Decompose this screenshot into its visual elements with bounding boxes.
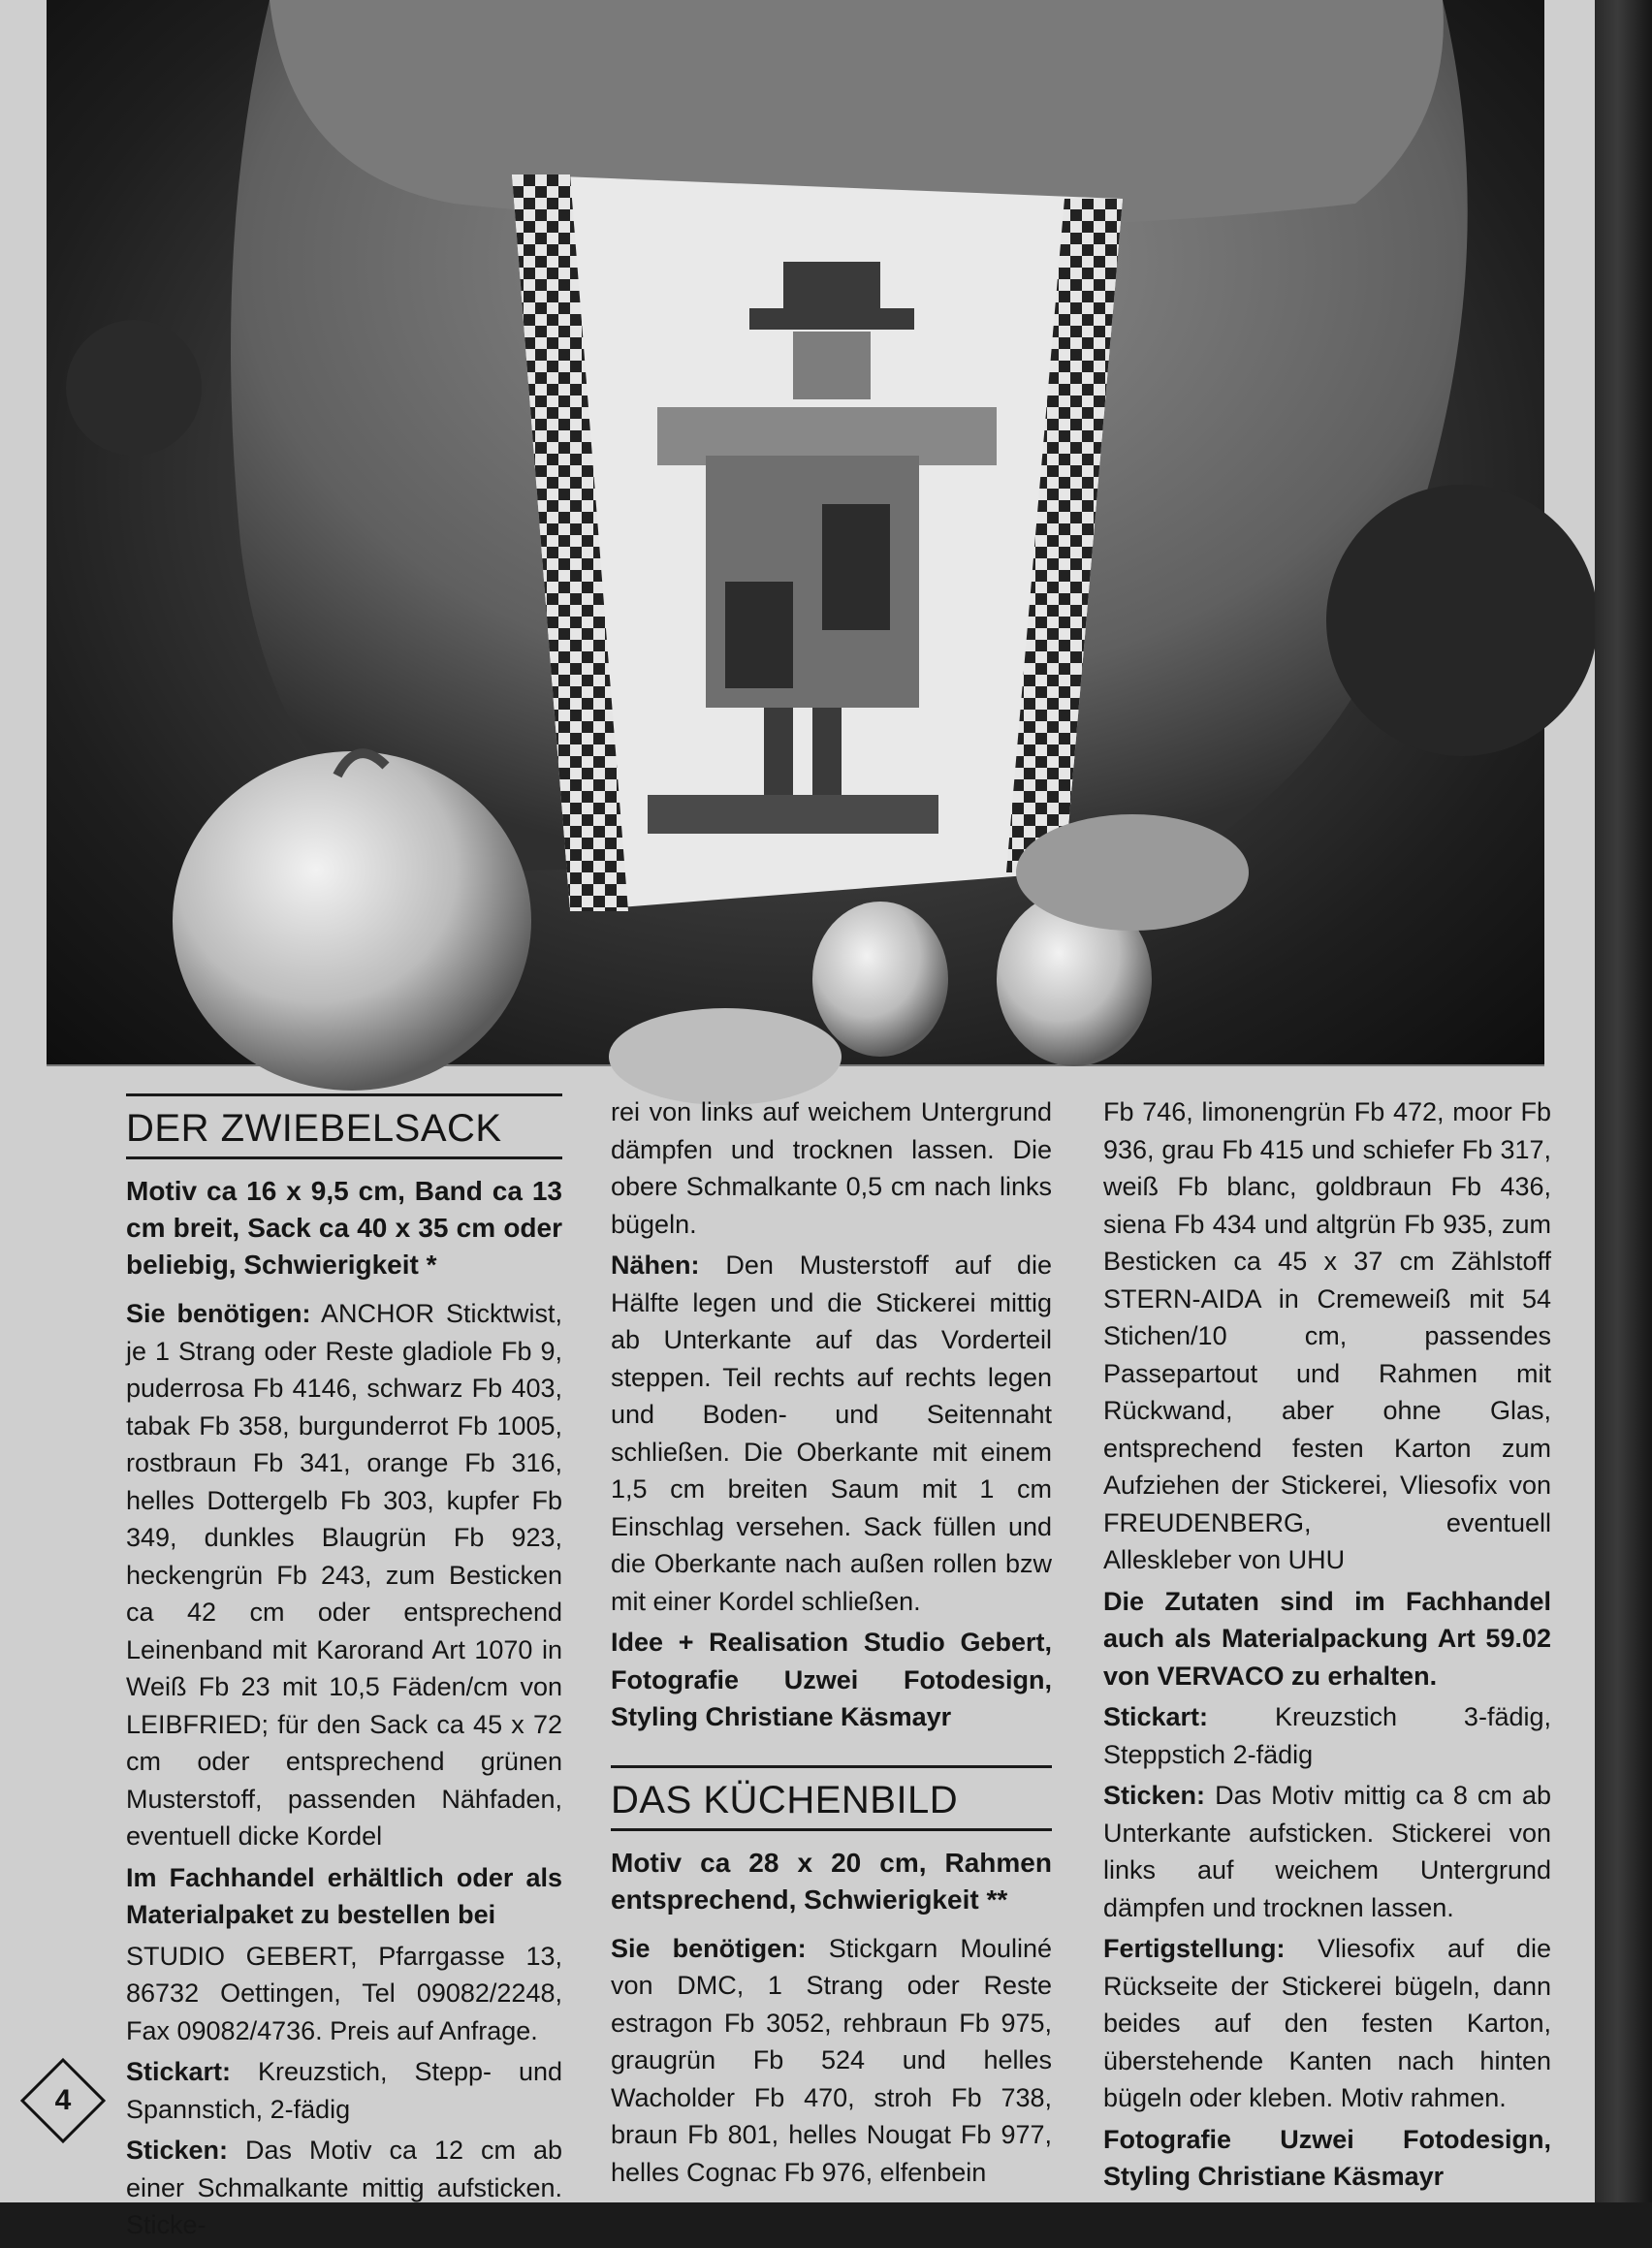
photo-illustration	[47, 0, 1544, 1064]
embroider-text: Das Motiv mittig ca 8 cm ab Unterkante aufsticken. Stickerei von links auf weichem Untergrund dämpfen und trocknen lassen.	[1103, 1781, 1551, 1922]
trade-note: Die Zutaten sind im Fachhandel auch als Materialpackung Art 59.02 von VERVACO zu erhalten.	[1103, 1586, 1551, 1691]
section-header-zwiebelsack	[126, 1093, 562, 1159]
finish-label: Fertigstellung:	[1103, 1934, 1286, 1963]
lead-text: Motiv ca 28 x 20 cm, Rahmen entsprechend, Schwierigkeit **	[611, 1847, 1052, 1915]
continued-text: Fb 746, limonengrün Fb 472, moor Fb 936, grau Fb 415 und schiefer Fb 317, weiß Fb blanc, goldbraun Fb 436, siena Fb 434 und altgrün Fb 935, zum Besticken ca 45 x 37 cm Zählstoff STERN-AIDA in Cremeweiß mit 54 Stichen/10 cm, passendes Passepartout und Rahmen mit Rückwand, aber ohne Glas, entsprechend festen Karton zum Aufziehen der Stickerei, Vliesofix von FREUDENBERG, eventuell Alleskleber von UHU	[1103, 1097, 1551, 1574]
stitch-paragraph	[126, 2053, 562, 2128]
sew-text: Den Musterstoff auf die Hälfte legen und die Stickerei mittig ab Unterkante auf das Vorderteil steppen. Teil rechts auf rechts legen und Boden- und Seitennaht schließen. Die Oberkante mit einem 1,5 cm breiten Saum mit 1 cm Einschlag versehen. Sack füllen und die Oberkante nach außen rollen bzw mit einer Kordel schließen.	[611, 1251, 1052, 1616]
credits-text: Fotografie Uzwei Fotodesign, Styling Christiane Käsmayr	[1103, 2124, 1551, 2191]
trade-note: Im Fachhandel erhältlich oder als Materialpaket zu bestellen bei	[126, 1862, 562, 1929]
section-title: DAS KÜCHENBILD	[611, 1778, 959, 1821]
stitch-text: Kreuzstich 3-fädig, Steppstich 2-fädig	[1103, 1702, 1551, 1769]
column-1	[126, 1093, 562, 2248]
stitch-paragraph	[1103, 1698, 1551, 1773]
stitch-label: Stickart:	[126, 2057, 232, 2086]
magazine-spine	[1595, 0, 1652, 2202]
stitch-text: Kreuzstich, Stepp- und Spannstich, 2-fädig	[126, 2057, 562, 2124]
embroider-label: Sticken:	[126, 2136, 229, 2165]
materials-label: Sie benötigen:	[126, 1299, 311, 1328]
materials-label: Sie benötigen:	[611, 1933, 807, 1963]
embroider-paragraph	[1103, 1777, 1551, 1926]
scarecrow-embroidered-onion-sack-photo	[47, 0, 1544, 1066]
section-header-kuechenbild	[611, 1765, 1052, 1831]
page-number-badge	[19, 2057, 107, 2144]
finish-paragraph	[1103, 1930, 1551, 2117]
materials-paragraph	[126, 1295, 562, 1855]
sew-paragraph	[611, 1247, 1052, 1620]
address-text: STUDIO GEBERT, Pfarrgasse 13, 86732 Oettingen, Tel 09082/2248, Fax 09082/4736. Preis auf Anfrage.	[126, 1941, 562, 2045]
stitch-label: Stickart:	[1103, 1702, 1209, 1731]
embroider-paragraph	[126, 2132, 562, 2244]
column-3	[1103, 1093, 1551, 2200]
continued-text: rei von links auf weichem Untergrund dämpfen und trocknen lassen. Die obere Schmalkante 0,5 cm nach links bügeln.	[611, 1097, 1052, 1239]
section-title: DER ZWIEBELSACK	[126, 1107, 502, 1150]
embroider-text: Das Motiv ca 12 cm ab einer Schmalkante mittig aufsticken. Sticke-	[126, 2136, 562, 2239]
sew-label: Nähen:	[611, 1251, 700, 1280]
credits-text: Idee + Realisation Studio Gebert, Fotografie Uzwei Fotodesign, Styling Christiane Käsmayr	[611, 1628, 1052, 1731]
page-number: 4	[54, 2084, 72, 2116]
materials-paragraph	[611, 1930, 1052, 2192]
finish-text: Vliesofix auf die Rückseite der Stickerei bügeln, dann beides auf den festen Karton, überstehende Kanten nach hinten bügeln oder kleben. Motiv rahmen.	[1103, 1934, 1551, 2112]
materials-text: ANCHOR Sticktwist, je 1 Strang oder Reste gladiole Fb 9, puderrosa Fb 4146, schwarz Fb 403, tabak Fb 358, burgunderrot Fb 1005, rostbraun Fb 341, orange Fb 316, helles Dottergelb Fb 303, kupfer Fb 349, dunkles Blaugrün Fb 923, heckengrün Fb 243, zum Besticken ca 42 cm oder entsprechend Leinenband mit Karorand Art 1070 in Weiß Fb 23 mit 10,5 Fäden/cm von LEIBFRIED; für den Sack ca 45 x 72 cm oder entsprechend grünen Musterstoff, passenden Nähfaden, eventuell dicke Kordel	[126, 1299, 562, 1851]
embroider-label: Sticken:	[1103, 1781, 1206, 1810]
lead-text: Motiv ca 16 x 9,5 cm, Band ca 13 cm breit, Sack ca 40 x 35 cm oder beliebig, Schwierigkeit *	[126, 1176, 562, 1280]
column-2	[611, 1093, 1052, 2195]
materials-text: Stickgarn Mouliné von DMC, 1 Strang oder Reste estragon Fb 3052, rehbraun Fb 975, graugrün Fb 524 und helles Wacholder Fb 470, stroh Fb 738, braun Fb 801, helles Nougat Fb 977, helles Cognac Fb 976, elfenbein	[611, 1933, 1052, 2187]
